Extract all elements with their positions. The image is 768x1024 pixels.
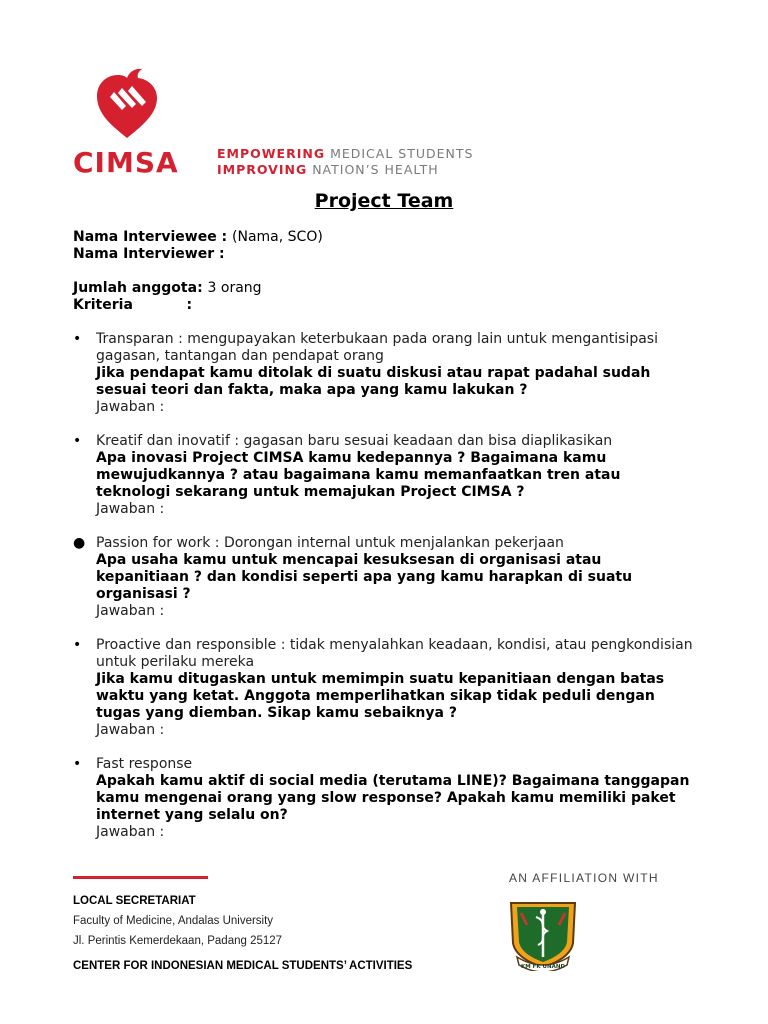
faculty-text: Faculty of Medicine, Andalas University bbox=[73, 915, 274, 927]
answer-label: Jawaban : bbox=[96, 399, 165, 415]
secretariat-title: LOCAL SECRETARIAT bbox=[73, 895, 196, 907]
criterion-text: Fast response bbox=[96, 756, 193, 772]
cimsa-logo-icon bbox=[92, 66, 162, 140]
bullet-icon: • bbox=[73, 331, 82, 347]
affiliation-label: AN AFFILIATION WITH bbox=[509, 871, 659, 885]
criterion-text: Kreatif dan inovatif : gagasan baru sesuai keadaan dan bisa diaplikasikan bbox=[96, 433, 613, 449]
answer-label: Jawaban : bbox=[96, 722, 165, 738]
bullet-icon: ● bbox=[73, 535, 86, 551]
members-value: 3 orang bbox=[207, 280, 262, 296]
answer-label: Jawaban : bbox=[96, 824, 165, 840]
criteria-list bbox=[73, 331, 693, 858]
question-text: Jika kamu ditugaskan untuk memimpin suatu kepanitiaan dengan batas waktu yang ketat. Anggota memperlihatkan sikap tidak peduli dengan tugas yang diemban. Sikap kamu sebaiknya ? bbox=[96, 671, 665, 721]
list-item bbox=[73, 535, 693, 620]
members-label: Jumlah anggota: bbox=[73, 280, 208, 296]
criterion-text: Proactive dan responsible : tidak menyalahkan keadaan, kondisi, atau pengkondisian untuk perilaku mereka bbox=[96, 637, 693, 670]
list-item bbox=[73, 433, 693, 518]
svg-text:KM FK UNAND: KM FK UNAND bbox=[520, 964, 566, 970]
interviewer-label: Nama Interviewer : bbox=[73, 246, 225, 262]
bullet-icon: • bbox=[73, 756, 82, 772]
list-item bbox=[73, 331, 693, 416]
members-row bbox=[73, 280, 323, 297]
interviewee-row bbox=[73, 229, 323, 246]
criterion-text: Passion for work : Dorongan internal untuk menjalankan pekerjaan bbox=[96, 535, 564, 551]
list-item bbox=[73, 756, 693, 841]
bullet-icon: • bbox=[73, 637, 82, 653]
document-title: Project Team bbox=[314, 190, 454, 212]
answer-label: Jawaban : bbox=[96, 501, 165, 517]
tagline-line-2: IMPROVING NATION’S HEALTH bbox=[217, 162, 439, 177]
question-text: Apa inovasi Project CIMSA kamu kedepannya ? Bagaimana kamu mewujudkannya ? atau bagaimana kamu memanfaatkan tren atau teknologi sekarang untuk memajukan Project CIMSA ? bbox=[96, 450, 621, 500]
center-name: CENTER FOR INDONESIAN MEDICAL STUDENTS’ ACTIVITIES bbox=[73, 960, 413, 972]
tagline-line-1: EMPOWERING MEDICAL STUDENTS bbox=[217, 146, 474, 161]
tagline bbox=[217, 146, 473, 178]
bullet-icon: • bbox=[73, 433, 82, 449]
criteria-label: Kriteria : bbox=[73, 297, 193, 313]
cimsa-logo-text: CIMSA bbox=[73, 146, 179, 179]
footer-divider bbox=[73, 876, 208, 879]
interviewer-row bbox=[73, 246, 323, 263]
interview-fields bbox=[73, 229, 323, 314]
answer-label: Jawaban : bbox=[96, 603, 165, 619]
criteria-row bbox=[73, 297, 323, 314]
question-text: Jika pendapat kamu ditolak di suatu diskusi atau rapat padahal sudah sesuai teori dan fakta, maka apa yang kamu lakukan ? bbox=[96, 365, 651, 398]
list-item bbox=[73, 637, 693, 739]
interviewee-value: (Nama, SCO) bbox=[232, 229, 323, 245]
interviewee-label: Nama Interviewee : bbox=[73, 229, 233, 245]
km-fk-unand-emblem-icon bbox=[507, 895, 579, 971]
question-text: Apakah kamu aktif di social media (terutama LINE)? Bagaimana tanggapan kamu mengenai orang yang slow response? Apakah kamu memiliki paket internet yang selalu on? bbox=[96, 773, 690, 823]
criterion-text: Transparan : mengupayakan keterbukaan pada orang lain untuk mengantisipasi gagasan, tantangan dan pendapat orang bbox=[96, 331, 658, 364]
address-text: Jl. Perintis Kemerdekaan, Padang 25127 bbox=[73, 935, 283, 947]
question-text: Apa usaha kamu untuk mencapai kesuksesan di organisasi atau kepanitiaan ? dan kondisi seperti apa yang kamu harapkan di suatu organisasi ? bbox=[96, 552, 633, 602]
